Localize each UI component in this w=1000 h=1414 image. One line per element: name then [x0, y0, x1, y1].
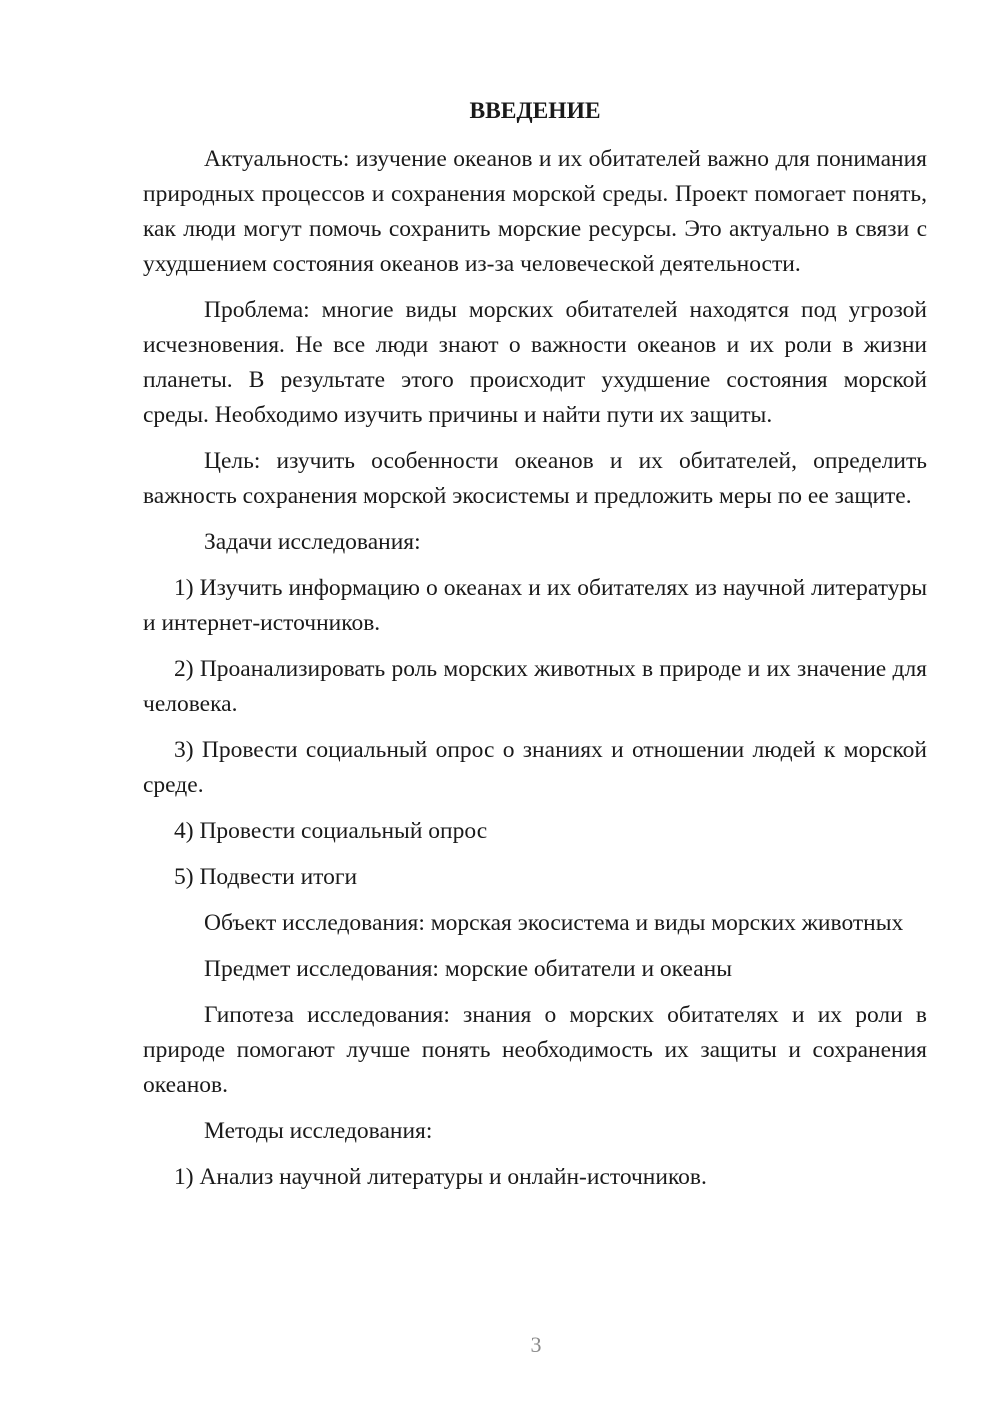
section-heading: ВВЕДЕНИЕ: [469, 98, 601, 124]
problem-paragraph: Проблема: многие виды морских обитателей находятся под угрозой исчезновения. Не все люди знают о важности океанов и их роли в жизни планеты. В результате этого происходит ухудшение состояния морской среды. Необходимо изучить причины и найти пути их защиты.: [143, 297, 927, 428]
methods-heading: Методы исследования:: [204, 1118, 433, 1144]
method-item: 1) Анализ научной литературы и онлайн-источников.: [174, 1164, 707, 1190]
task-item: 3) Провести социальный опрос о знаниях и отношении людей к морской среде.: [143, 737, 927, 798]
page-number: 3: [530, 1332, 542, 1357]
page-content: [143, 94, 927, 1206]
task-item: 1) Изучить информацию о океанах и их обитателях из научной литературы и интернет-источников.: [143, 575, 927, 636]
task-item: 5) Подвести итоги: [174, 864, 358, 890]
subject-paragraph: Предмет исследования: морские обитатели и океаны: [204, 956, 733, 982]
goal-paragraph: Цель: изучить особенности океанов и их обитателей, определить важность сохранения морской экосистемы и предложить меры по ее защите.: [143, 448, 927, 509]
tasks-heading: Задачи исследования:: [204, 529, 421, 555]
object-paragraph: Объект исследования: морская экосистема и виды морских животных: [204, 910, 904, 936]
hypothesis-paragraph: Гипотеза исследования: знания о морских обитателях и их роли в природе помогают лучше понять необходимость их защиты и сохранения океанов.: [143, 1002, 927, 1098]
relevance-paragraph: Актуальность: изучение океанов и их обитателей важно для понимания природных процессов и сохранения морской среды. Проект помогает понять, как люди могут помочь сохранить морские ресурсы. Это актуально в связи с ухудшением состояния океанов из-за человеческой деятельности.: [143, 146, 927, 277]
task-item: 4) Провести социальный опрос: [174, 818, 488, 844]
task-item: 2) Проанализировать роль морских животных в природе и их значение для человека.: [143, 656, 927, 717]
